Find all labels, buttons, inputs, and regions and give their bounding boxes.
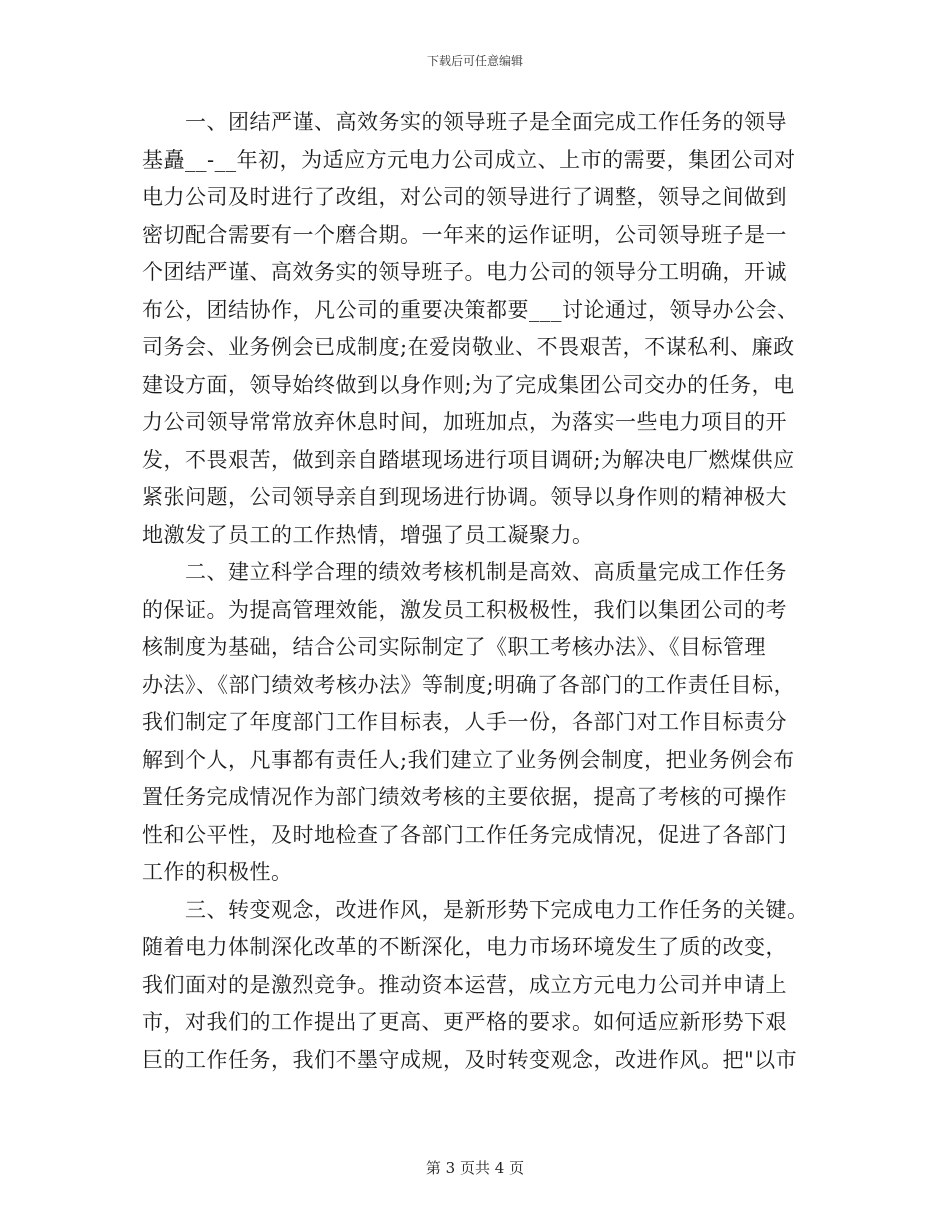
text-line: 核制度为基础，结合公司实际制定了《职工考核办法》、《目标管理	[142, 635, 766, 659]
text-line: 我们面对的是激烈竞争。推动资本运营，成立方元电力公司并申请上	[142, 972, 787, 997]
text-line: 工作的积极性。	[142, 860, 293, 884]
text-line: 解到个人，凡事都有责任人;我们建立了业务例会制度，把业务例会布	[142, 747, 795, 772]
text-line: 布公，团结协作，凡公司的重要决策都要___讨论通过，领导办公会、	[142, 297, 799, 322]
text-line: 密切配合需要有一个磨合期。一年来的运作证明，公司领导班子是一	[142, 222, 787, 247]
text-line: 基矗__-__年初，为适应方元电力公司成立、上市的需要，集团公司对	[142, 147, 796, 172]
text-line: 司务会、业务例会已成制度;在爱岗敬业、不畏艰苦，不谋私利、廉政	[142, 335, 795, 359]
text-line: 个团结严谨、高效务实的领导班子。电力公司的领导分工明确，开诚	[142, 260, 787, 284]
text-line: 市，对我们的工作提出了更高、更严格的要求。如何适应新形势下艰	[142, 1010, 787, 1034]
text-line: 三、转变观念，改进作风，是新形势下完成电力工作任务的关键。	[142, 897, 809, 922]
text-line: 发，不畏艰苦，做到亲自踏堪现场进行项目调研;为解决电厂燃煤供应	[142, 447, 795, 472]
text-line: 置任务完成情况作为部门绩效考核的主要依据，提高了考核的可操作	[142, 785, 787, 809]
text-line: 二、建立科学合理的绩效考核机制是高效、高质量完成工作任务	[142, 560, 787, 584]
text-line: 力公司领导常常放弃休息时间，加班加点，为落实一些电力项目的开	[142, 410, 787, 434]
text-line: 的保证。为提高管理效能，激发员工积极极性，我们以集团公司的考	[142, 597, 787, 622]
document-body	[142, 104, 822, 1079]
page-footer: 第 3 页共 4 页	[425, 1159, 525, 1177]
text-line: 巨的工作任务，我们不墨守成规，及时转变观念，改进作风。把"以市	[142, 1047, 798, 1072]
text-line: 性和公平性，及时地检查了各部门工作任务完成情况，促进了各部门	[142, 822, 787, 847]
text-line: 紧张问题，公司领导亲自到现场进行协调。领导以身作则的精神极大	[142, 485, 787, 509]
text-line: 一、团结严谨、高效务实的领导班子是全面完成工作任务的领导	[142, 110, 787, 134]
text-line: 电力公司及时进行了改组，对公司的领导进行了调整，领导之间做到	[142, 185, 787, 209]
page-header: 下载后可任意编辑	[426, 54, 523, 68]
text-line: 建设方面，领导始终做到以身作则;为了完成集团公司交办的任务，电	[142, 372, 795, 397]
text-line: 随着电力体制深化改革的不断深化，电力市场环境发生了质的改变，	[142, 935, 787, 959]
text-line: 我们制定了年度部门工作目标表，人手一份，各部门对工作目标责分	[142, 710, 787, 734]
text-line: 地激发了员工的工作热情，增强了员工凝聚力。	[142, 522, 594, 547]
text-line: 办法》、《部门绩效考核办法》等制度;明确了各部门的工作责任目标，	[142, 672, 796, 697]
